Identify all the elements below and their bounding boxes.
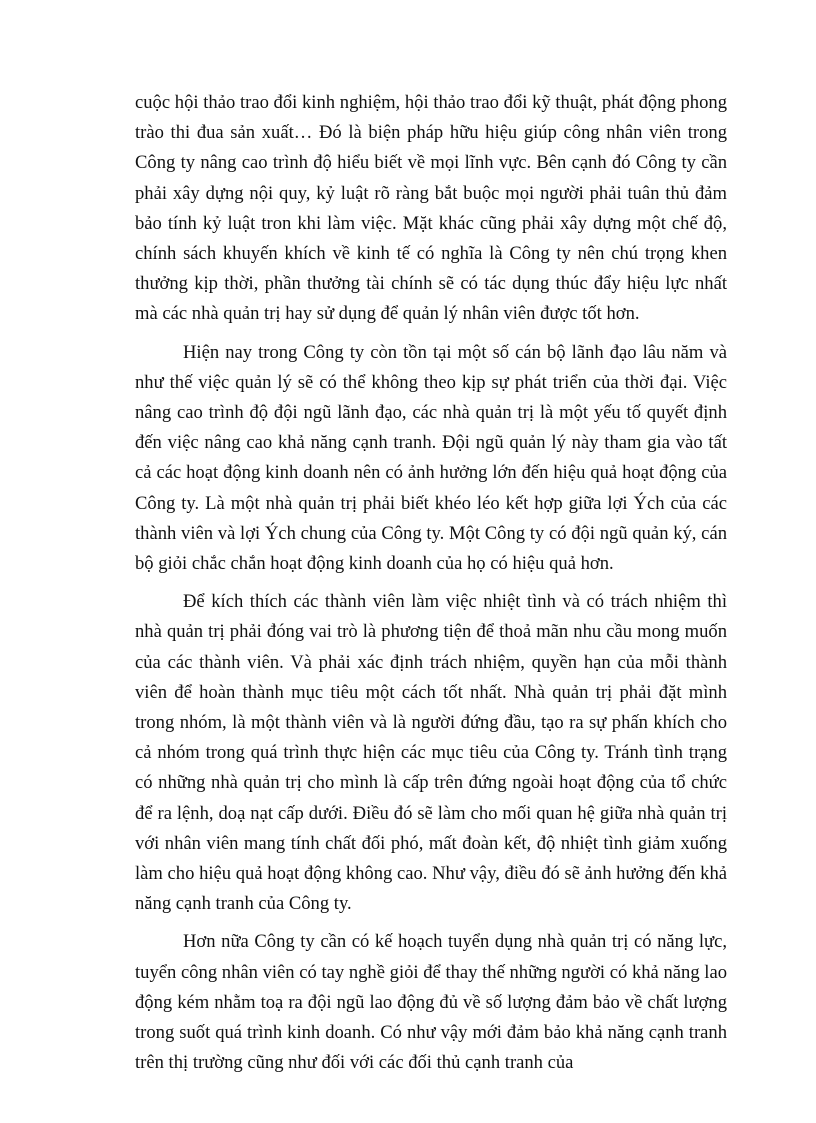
paragraph-2: Hiện nay trong Công ty còn tồn tại một số cán bộ lãnh đạo lâu năm và như thế việc quản lý sẽ có thể không theo kịp sự phát triển của thời đại. Việc nâng cao trình độ đội ngũ lãnh đạo, các nhà quản trị là một yếu tố quyết định đến việc nâng cao khả năng cạnh tranh. Đội ngũ quản lý này tham gia vào tất cả các hoạt động kinh doanh nên có ảnh hưởng lớn đến hiệu quả hoạt động của Công ty. Là một nhà quản trị phải biết khéo léo kết hợp giữa lợi Ých của các thành viên và lợi Ých chung của Công ty. Một Công ty có đội ngũ quản ký, cán bộ giỏi chắc chắn hoạt động kinh doanh của họ có hiệu quả hơn.: [135, 341, 727, 575]
paragraph-4: Hơn nữa Công ty cần có kế hoạch tuyển dụng nhà quản trị có năng lực, tuyển công nhân viên có tay nghề giỏi để thay thế những người có khả năng lao động kém nhằm toạ ra đội ngũ lao động đủ về số lượng đảm bảo về chất lượng trong suốt quá trình kinh doanh. Có như vậy mới đảm bảo khả năng cạnh tranh trên thị trường cũng như đối với các đối thủ cạnh tranh của: [135, 931, 727, 1074]
body-text: [135, 88, 727, 1087]
paragraph-1: cuộc hội thảo trao đổi kinh nghiệm, hội thảo trao đổi kỹ thuật, phát động phong trào thi đua sản xuất… Đó là biện pháp hữu hiệu giúp công nhân viên trong Công ty nâng cao trình độ hiểu biết về mọi lĩnh vực. Bên cạnh đó Công ty cần phải xây dựng nội quy, kỷ luật rõ ràng bắt buộc mọi người phải tuân thủ đảm bảo tính kỷ luật tron khi làm việc. Mặt khác cũng phải xây dựng một chế độ, chính sách khuyến khích về kinh tế có nghĩa là Công ty nên chú trọng khen thưởng kịp thời, phần thưởng tài chính sẽ có tác dụng thúc đẩy hiệu lực nhất mà các nhà quản trị hay sử dụng để quản lý nhân viên được tốt hơn.: [135, 92, 727, 325]
paragraph-3: Để kích thích các thành viên làm việc nhiệt tình và có trách nhiệm thì nhà quản trị phải đóng vai trò là phương tiện để thoả mãn nhu cầu mong muốn của các thành viên. Và phải xác định trách nhiệm, quyền hạn của mỗi thành viên để hoàn thành mục tiêu một cách tốt nhất. Nhà quản trị phải đặt mình trong nhóm, là một thành viên và là người đứng đầu, tạo ra sự phấn khích cho cả nhóm trong quá trình thực hiện các mục tiêu của Công ty. Tránh tình trạng có những nhà quản trị cho mình là cấp trên đứng ngoài hoạt động của tổ chức để ra lệnh, doạ nạt cấp dưới. Điều đó sẽ làm cho mối quan hệ giữa nhà quản trị với nhân viên mang tính chất đối phó, mất đoàn kết, độ nhiệt tình giảm xuống làm cho hiệu quả hoạt động không cao. Như vậy, điều đó sẽ ảnh hưởng đến khả năng cạnh tranh của Công ty.: [135, 591, 727, 915]
